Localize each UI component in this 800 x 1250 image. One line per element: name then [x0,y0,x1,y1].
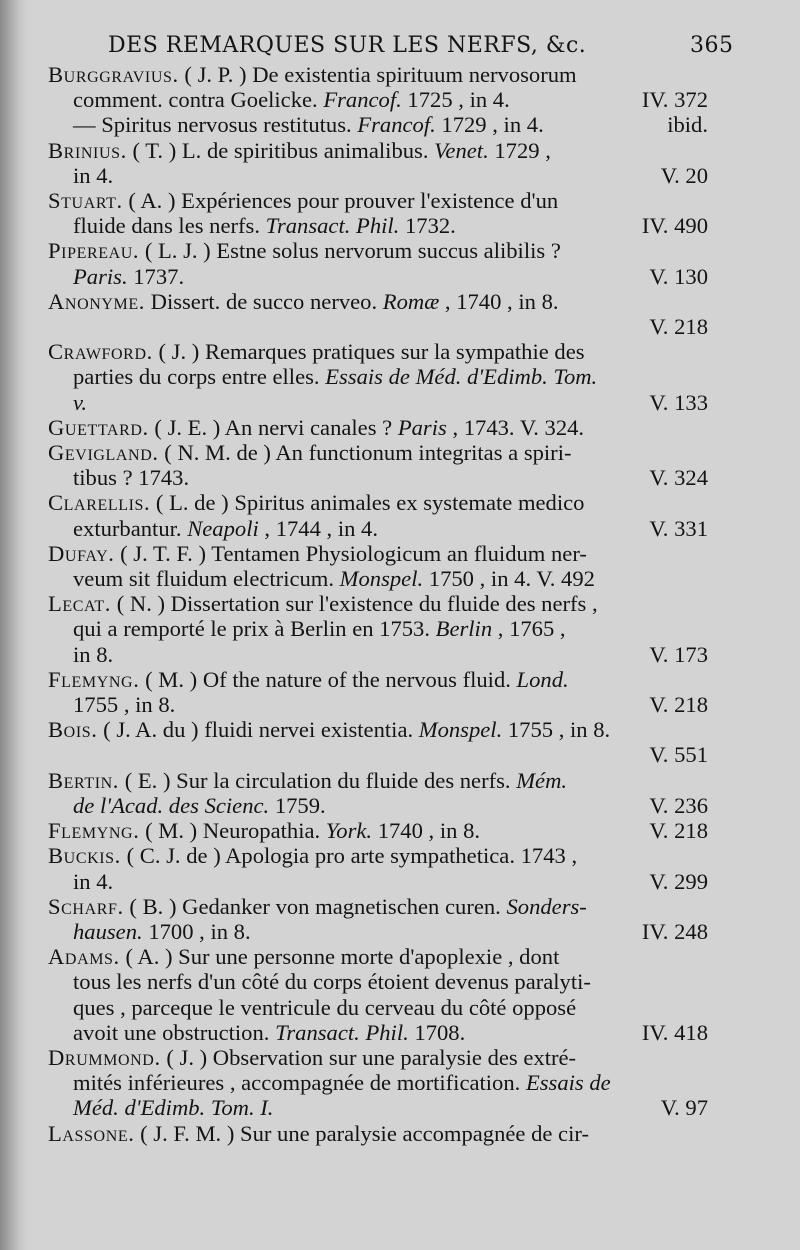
entry-text [73,793,326,818]
bibliography-entry [48,62,708,138]
entry-line [48,314,708,339]
entry-text [48,138,551,163]
italic-source: hausen. [73,918,143,944]
author-name: Stuart. [48,188,123,214]
citation-text: exturbantur. [73,515,188,541]
entry-line [48,843,708,868]
entry-text [73,516,378,541]
author-name: Bois. [48,717,98,743]
entry-line [48,995,708,1020]
entry-line [48,566,708,591]
entry-text [73,465,189,490]
author-name: Buckis. [48,843,121,869]
citation-tail: 1725 , in 4. [401,87,510,113]
volume-reference: V. 236 [649,792,708,818]
bibliography-entry [48,188,708,238]
italic-source: Venet. [434,137,489,163]
italic-source: Sonders- [506,893,587,919]
citation-text: qui a remporté le prix à Berlin en 1753. [73,616,436,642]
entry-text [73,566,595,591]
entry-line [48,642,708,667]
entry-line [48,541,708,566]
citation-text: parties du corps entre elles. [73,364,326,390]
bibliography-entry [48,818,708,843]
entry-line [48,818,708,843]
entry-line [48,415,708,440]
citation-tail: 1740 , in 8. [372,818,481,844]
author-name: Crawford. [48,339,153,365]
volume-reference: V. 173 [649,641,708,667]
citation-text: ( J. ) Observation sur une paralysie des extré- [160,1044,577,1070]
entry-text [48,818,480,843]
entry-text [48,591,598,616]
entry-text [73,87,510,112]
entry-line [48,364,708,389]
volume-reference: V. 551 [649,742,708,768]
volume-reference: V. 218 [649,692,708,718]
bibliography-entry [48,138,708,188]
citation-text: ( J. A. du ) fluidi nervei existentia. [97,717,419,743]
italic-source: Monspel. [339,566,424,592]
entry-line [48,869,708,894]
entry-line [48,591,708,616]
entry-line [48,465,708,490]
entry-text [48,62,577,87]
bibliography-entry [48,717,708,767]
entry-text [48,188,558,213]
citation-text: ( E. ) Sur la circulation du fluide des nerfs. [119,767,517,793]
citation-text: ( M. ) Of the nature of the nervous fluid. [139,666,517,692]
bibliography-entry [48,440,708,490]
entry-line [48,1095,708,1120]
citation-tail: 1700 , in 8. [142,918,251,944]
bibliography-entry [48,1121,708,1146]
author-name: Scharf. [48,893,124,919]
italic-source: Paris [397,414,447,440]
citation-text: ( N. ) Dissertation sur l'existence du fluide des nerfs , [111,591,598,617]
bibliography-entry [48,289,708,339]
citation-text: ques , parceque le ventricule du cerveau du côté opposé [73,994,577,1020]
citation-text: in 4. [73,162,114,188]
italic-source: Francof. [323,87,402,113]
entry-text [73,1020,465,1045]
entry-line [48,742,708,767]
entry-line [48,213,708,238]
bibliography-entry [48,894,708,944]
entry-line [48,138,708,163]
entry-text [73,919,251,944]
entry-text [73,1095,273,1120]
citation-text: ( C. J. de ) Apologia pro arte sympathetica. 1743 , [120,843,578,869]
citation-tail: 1755 , in 8. [502,717,611,743]
citation-text: ( B. ) Gedanker von magnetischen curen. [123,893,507,919]
citation-tail: 1729 , in 4. [435,112,544,138]
entry-text [48,843,577,868]
entry-line [48,264,708,289]
citation-tail: , 1740 , in 8. [439,288,559,314]
citation-tail: 1750 , in 4. V. 492 [423,566,595,592]
citation-tail: , 1744 , in 4. [258,515,378,541]
running-title: DES REMARQUES SUR LES NERFS, &c. [108,33,587,58]
page-number: 365 [690,33,734,58]
entry-line [48,793,708,818]
citation-text: in 8. [73,641,114,667]
author-name: Anonyme. [48,288,145,314]
italic-source: Essais de [525,1070,611,1096]
bibliography-entry [48,339,708,415]
italic-source: Lond. [516,666,569,692]
entry-line [48,440,708,465]
citation-text: avoit une obstruction. [73,1019,276,1045]
volume-reference: IV. 248 [641,918,708,944]
citation-text: veum sit fluidum electricum. [73,566,340,592]
entry-line [48,1070,708,1095]
author-name: Brinius. [48,137,127,163]
entry-text [48,894,587,919]
author-name: Drummond. [48,1044,161,1070]
entry-line [48,238,708,263]
volume-reference: V. 218 [649,818,708,844]
entry-line [48,692,708,717]
entry-text [73,869,113,894]
volume-reference: V. 331 [649,515,708,541]
citation-tail: , 1743. V. 324. [446,414,585,440]
entry-text [48,1121,589,1146]
entry-text [48,289,559,314]
citation-tail: 1732. [399,213,456,239]
entry-text [73,995,576,1020]
entry-text [48,717,610,742]
citation-text: ( J. F. M. ) Sur une paralysie accompagnée de cir- [134,1120,589,1146]
citation-text: — Spiritus nervosus restitutus. [73,112,358,138]
italic-source: Berlin [435,616,493,642]
entry-line [48,616,708,641]
citation-text: Dissert. de succo nerveo. [144,288,383,314]
entry-line [48,490,708,515]
citation-text: tibus ? 1743. [73,465,190,491]
volume-reference: IV. 372 [641,87,708,113]
entry-text [48,339,585,364]
citation-text: ( J. P. ) De existentia spirituum nervosorum [178,62,577,87]
entry-text [48,1045,576,1070]
citation-text: ( M. ) Neuropathia. [139,818,326,844]
entry-line [48,289,708,314]
entry-text [73,1070,611,1095]
italic-source: Francof. [357,112,436,138]
author-name: Gevigland. [48,440,159,466]
citation-text: ( L. J. ) Estne solus nervorum succus alibilis ? [139,238,561,264]
italic-source: York. [325,818,373,844]
entry-line [48,768,708,793]
entry-text [73,390,87,415]
citation-text: ( N. M. de ) An functionum integritas a spiri- [158,440,572,466]
citation-tail: 1729 , [488,137,551,163]
entry-text [48,415,584,440]
citation-text: tous les nerfs d'un côté du corps étoient devenus paralyti- [73,969,591,995]
volume-reference: ibid. [667,112,708,138]
citation-text: ( J. ) Remarques pratiques sur la sympathie des [152,339,585,365]
italic-source: de l'Acad. des Scienc. [73,792,270,818]
entry-line [48,163,708,188]
italic-source: Mém. [516,767,568,793]
citation-text: ( T. ) L. de spiritibus animalibus. [126,137,435,163]
entry-text [73,364,597,389]
volume-reference: V. 133 [649,389,708,415]
citation-tail: , 1765 , [492,616,566,642]
author-name: Adams. [48,944,120,970]
author-name: Flemyng. [48,666,140,692]
entry-text [73,692,175,717]
citation-tail: 1708. [408,1019,466,1045]
author-name: Lecat. [48,591,112,617]
citation-tail: 1737. [127,263,185,289]
author-name: Flemyng. [48,818,140,844]
entry-text [48,768,567,793]
bibliography-entry [48,1045,708,1121]
entry-line [48,62,708,87]
entry-line [48,1121,708,1146]
entry-line [48,390,708,415]
entry-text [73,264,184,289]
citation-text: comment. contra Goelicke. [73,87,324,113]
bibliography-list [48,62,708,1146]
volume-reference: V. 97 [660,1095,708,1121]
author-name: Clarellis. [48,490,151,516]
citation-text: in 4. [73,868,114,894]
bibliography-entry [48,415,708,440]
bibliography-entry [48,843,708,893]
entry-line [48,894,708,919]
entry-text [48,944,559,969]
citation-text: ( A. ) Expériences pour prouver l'existence d'un [122,188,559,214]
bibliography-entry [48,667,708,717]
entry-line [48,1045,708,1070]
bibliography-entry [48,591,708,667]
italic-source: Monspel. [418,717,503,743]
volume-reference: IV. 418 [641,1019,708,1045]
entry-text [73,616,566,641]
author-name: Burggravius. [48,62,179,87]
entry-line [48,919,708,944]
entry-line [48,1020,708,1045]
author-name: Bertin. [48,767,120,793]
entry-line [48,717,708,742]
italic-source: Neapoli [187,515,259,541]
entry-line [48,188,708,213]
entry-text [48,667,569,692]
entry-line [48,339,708,364]
bibliography-entry [48,490,708,540]
entry-text [48,238,561,263]
entry-text [73,112,544,137]
bibliography-entry [48,238,708,288]
italic-source: Transact. Phil. [265,213,400,239]
citation-text: ( J. T. F. ) Tentamen Physiologicum an fluidum ner- [114,540,587,566]
volume-reference: V. 20 [660,162,708,188]
citation-text: ( A. ) Sur une personne morte d'apoplexie , dont [119,944,560,970]
entry-text [73,642,113,667]
italic-source: Transact. Phil. [275,1019,409,1045]
author-name: Guettard. [48,414,149,440]
author-name: Pipereau. [48,238,140,264]
entry-text [73,213,456,238]
citation-text: ( L. de ) Spiritus animales ex systemate medico [150,490,585,516]
entry-text [48,541,587,566]
citation-text: mités inférieures , accompagnée de mortification. [73,1070,526,1096]
volume-reference: V. 299 [649,868,708,894]
italic-source: Romæ [382,288,440,314]
entry-text [48,490,584,515]
author-name: Lassone. [48,1120,135,1146]
volume-reference: V. 324 [649,465,708,491]
volume-reference: V. 130 [649,263,708,289]
italic-source: Méd. d'Edimb. Tom. I. [73,1095,274,1121]
bibliography-entry [48,768,708,818]
italic-source: v. [73,389,87,415]
volume-reference: V. 218 [649,314,708,340]
entry-line [48,516,708,541]
entry-line [48,667,708,692]
italic-source: Essais de Méd. d'Edimb. Tom. [325,364,598,390]
entry-text [48,440,572,465]
bibliography-entry [48,944,708,1045]
entry-line [48,969,708,994]
citation-tail: 1759. [269,792,326,818]
bibliography-entry [48,541,708,591]
author-name: Dufay. [48,540,115,566]
entry-line [48,87,708,112]
entry-text [73,969,591,994]
volume-reference: IV. 490 [641,213,708,239]
citation-text: fluide dans les nerfs. [73,213,266,239]
italic-source: Paris. [73,263,128,289]
entry-text [73,163,113,188]
citation-text: ( J. E. ) An nervi canales ? [148,414,398,440]
citation-text: 1755 , in 8. [73,692,176,718]
entry-line [48,944,708,969]
entry-line [48,112,708,137]
